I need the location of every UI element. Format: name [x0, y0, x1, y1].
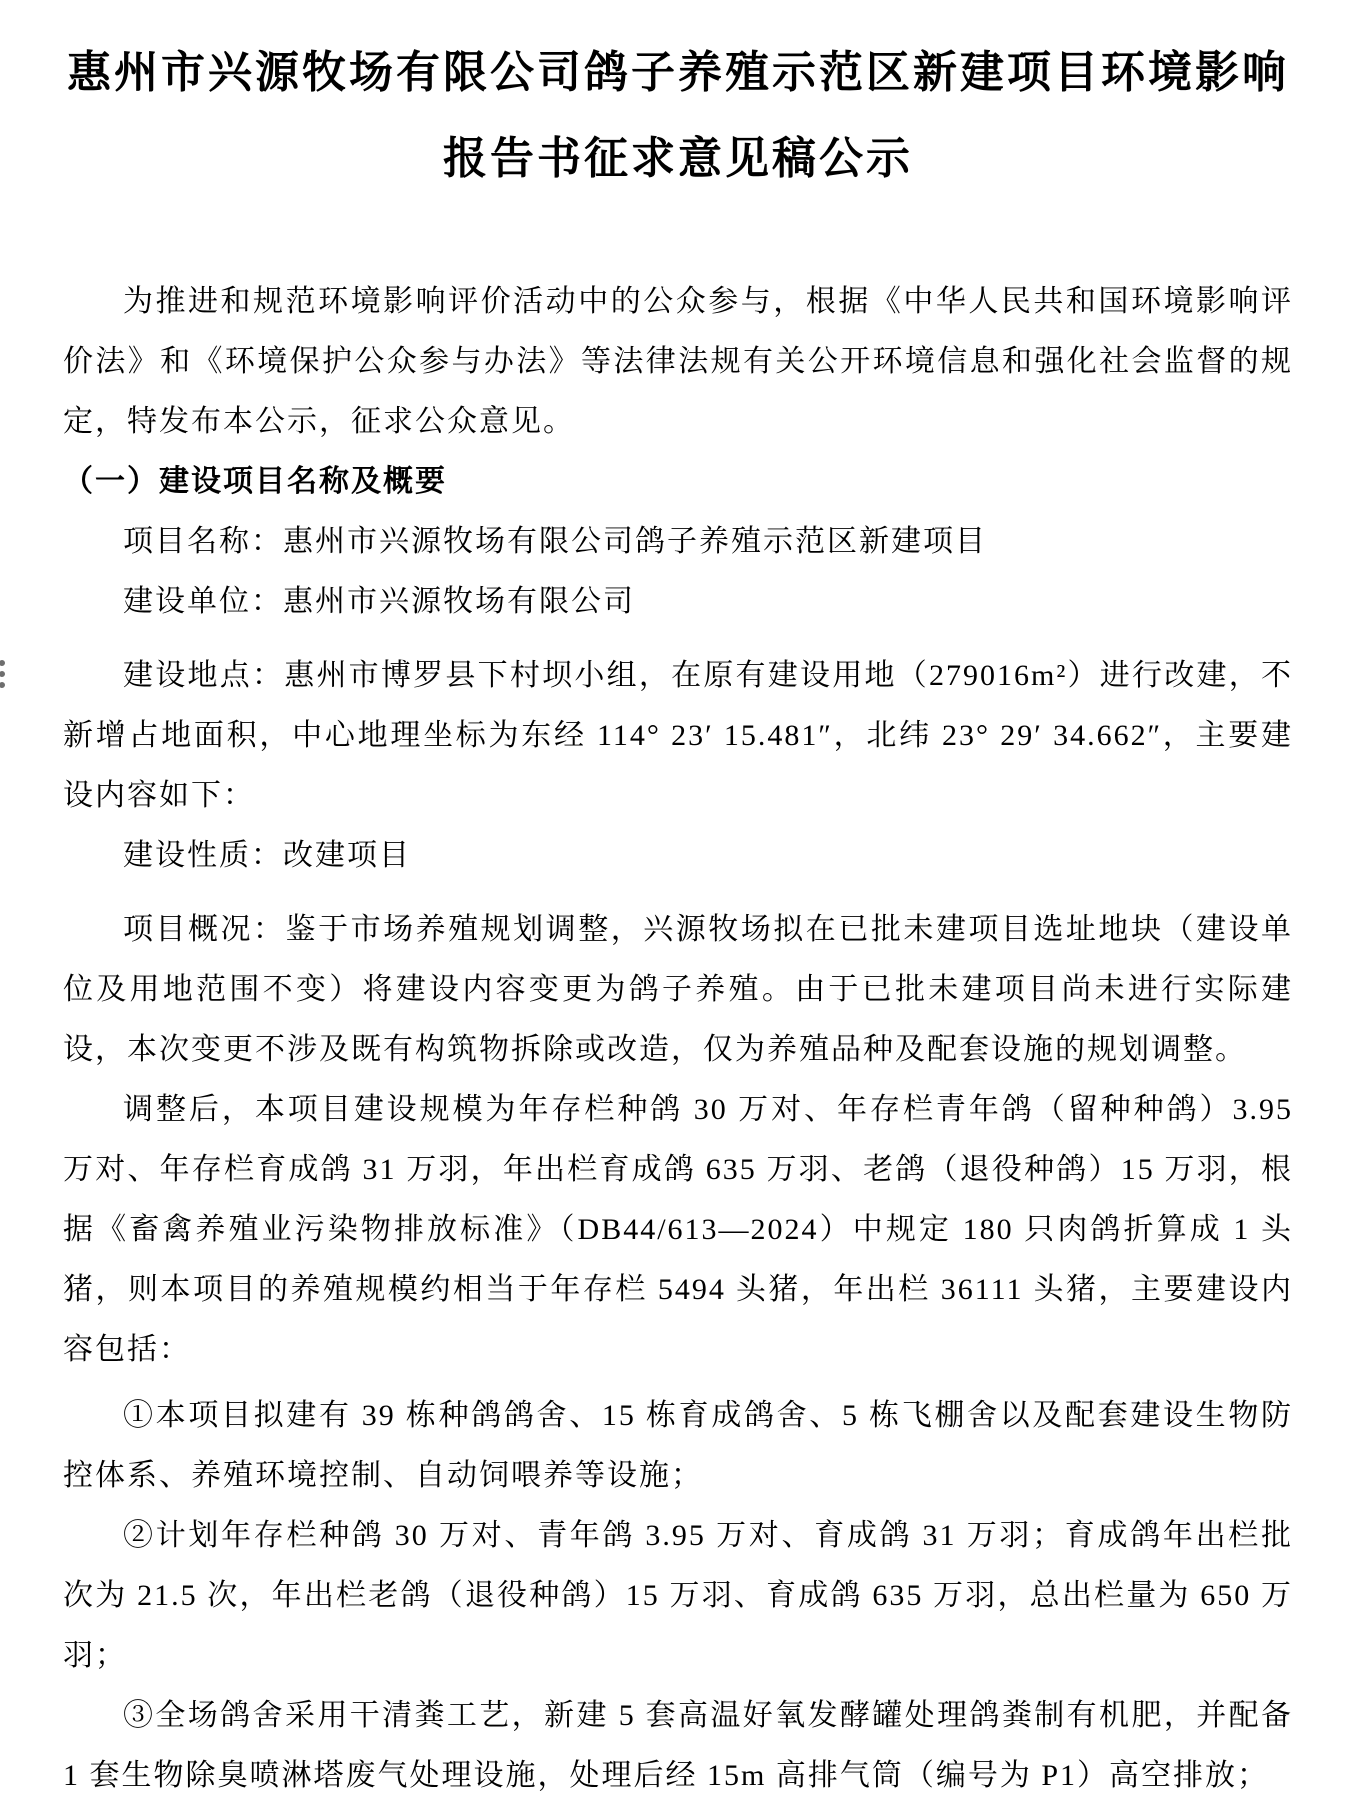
project-name-line: 项目名称：惠州市兴源牧场有限公司鸽子养殖示范区新建项目: [123, 525, 987, 558]
drag-handle-dot: [0, 671, 5, 677]
drag-handle-vertical-dots-icon[interactable]: [0, 660, 7, 688]
construction-item-3-paragraph: ③全场鸽舍采用干清粪工艺，新建 5 套高温好氧发酵罐处理鸽粪制有机肥，并配备 1 套生物除臭喷淋塔废气处理设施，处理后经 15m 高排气筒（编号为 P1）高空排放；: [63, 1699, 1293, 1792]
construction-location-paragraph: 建设地点：惠州市博罗县下村坝小组，在原有建设用地（279016m²）进行改建，不新增占地面积，中心地理坐标为东经 114° 23′ 15.481″，北纬 23° 29′ 34.662″，主要建设内容如下：: [63, 659, 1293, 812]
document-body: [63, 272, 1293, 1806]
project-scale-paragraph: 调整后，本项目建设规模为年存栏种鸽 30 万对、年存栏青年鸽（留种种鸽）3.95 万对、年存栏育成鸽 31 万羽，年出栏育成鸽 635 万羽、老鸽（退役种鸽）15 万羽，根据《畜禽养殖业污染物排放标准》（DB44/613—2024）中规定 180 只肉鸽折算成 1 头猪，则本项目的养殖规模约相当于年存栏 5494 头猪，年出栏 36111 头猪，主要建设内容包括：: [63, 1093, 1293, 1366]
section-1-heading: （一）建设项目名称及概要: [63, 465, 447, 498]
document-title-line-2: 报告书征求意见稿公示: [443, 134, 913, 183]
intro-paragraph: 为推进和规范环境影响评价活动中的公众参与，根据《中华人民共和国环境影响评价法》和《环境保护公众参与办法》等法律法规有关公开环境信息和强化社会监督的规定，特发布本公示，征求公众意见。: [63, 285, 1293, 438]
construction-nature-line: 建设性质：改建项目: [123, 839, 411, 872]
project-overview-paragraph: 项目概况：鉴于市场养殖规划调整，兴源牧场拟在已批未建项目选址地块（建设单位及用地范围不变）将建设内容变更为鸽子养殖。由于已批未建项目尚未进行实际建设，本次变更不涉及既有构筑物拆除或改造，仅为养殖品种及配套设施的规划调整。: [63, 913, 1293, 1066]
drag-handle-dot: [0, 660, 5, 666]
construction-item-2-paragraph: ②计划年存栏种鸽 30 万对、青年鸽 3.95 万对、育成鸽 31 万羽；育成鸽年出栏批次为 21.5 次，年出栏老鸽（退役种鸽）15 万羽、育成鸽 635 万羽，总出栏量为 650 万羽；: [63, 1519, 1293, 1672]
construction-item-1-paragraph: ①本项目拟建有 39 栋种鸽鸽舍、15 栋育成鸽舍、5 栋飞棚舍以及配套建设生物防控体系、养殖环境控制、自动饲喂养等设施；: [63, 1399, 1293, 1492]
document-title: [63, 30, 1293, 202]
document-title-line-1: 惠州市兴源牧场有限公司鸽子养殖示范区新建项目环境影响: [67, 48, 1289, 97]
drag-handle-dot: [0, 682, 5, 688]
construction-unit-line: 建设单位：惠州市兴源牧场有限公司: [123, 585, 635, 618]
